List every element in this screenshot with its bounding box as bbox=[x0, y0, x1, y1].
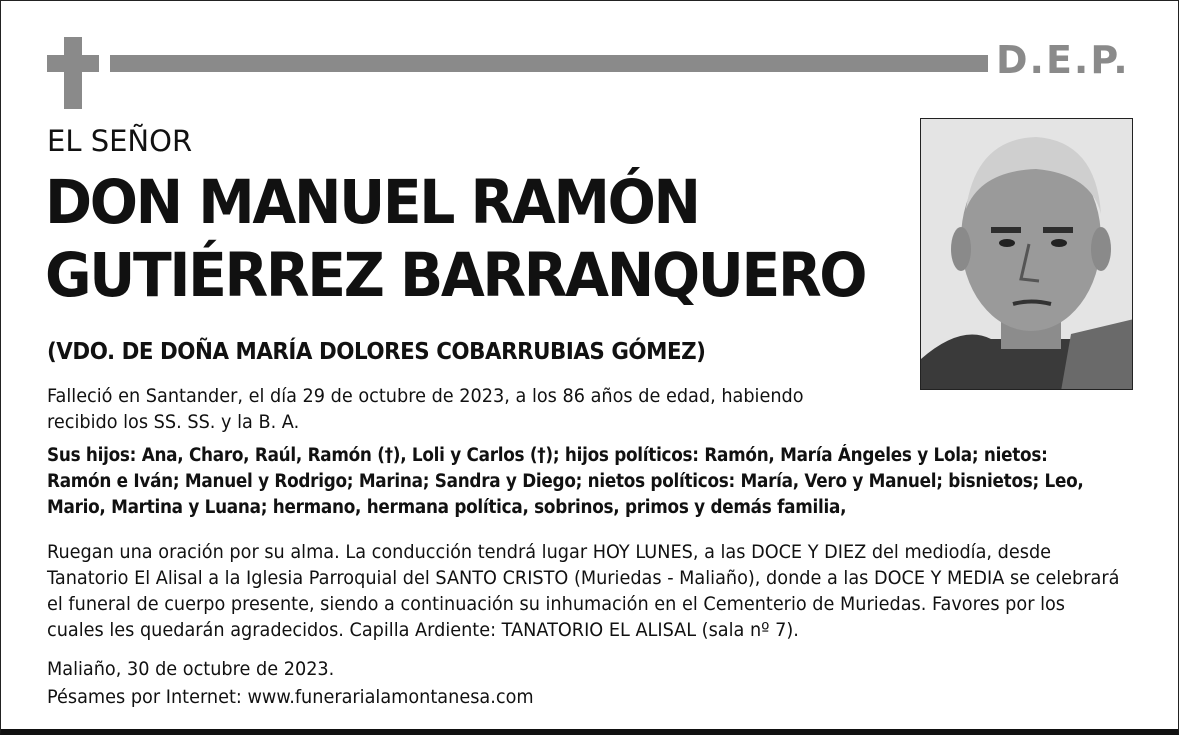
honorific: EL SEÑOR bbox=[47, 124, 193, 158]
place-date: Maliaño, 30 de octubre de 2023. bbox=[47, 658, 335, 680]
portrait-photo bbox=[920, 118, 1133, 390]
ceremony-details: Ruegan una oración por su alma. La conducción tendrá lugar HOY LUNES, a las DOCE Y DIEZ del mediodía, desde Tanatorio El Alisal a la Iglesia Parroquial del SANTO CRISTO (Muriedas - Maliaño), donde a las DOCE Y MEDIA se celebrará el funeral de cuerpo presente, siendo a continuación su inhumación en el Cementerio de Muriedas. Favores por los cuales les quedarán agradecidos. Capilla Ardiente: TANATORIO EL ALISAL (sala nº 7). bbox=[47, 541, 1120, 641]
name-line-1: DON MANUEL RAMÓN bbox=[45, 167, 699, 238]
deceased-name bbox=[45, 166, 865, 312]
dep-label: D.E.P. bbox=[996, 38, 1130, 82]
portrait-illustration bbox=[921, 119, 1133, 390]
cross-icon-vertical bbox=[64, 37, 82, 109]
family-list: Sus hijos: Ana, Charo, Raúl, Ramón (†), Loli y Carlos (†); hijos políticos: Ramón, María Ángeles y Lola; nietos: Ramón e Iván; Manuel y Rodrigo; Marina; Sandra y Diego; nietos políticos: María, Vero y Manuel; bisnietos; Leo, Mario, Martina y Luana; hermano, hermana política, sobrinos, primos y demás familia, bbox=[47, 445, 1084, 518]
death-notice: Falleció en Santander, el día 29 de octubre de 2023, a los 86 años de edad, habiendo recibido los SS. SS. y la B. A. bbox=[47, 385, 804, 433]
header-rule bbox=[110, 55, 988, 72]
condolences-link: Pésames por Internet: www.funerarialamontanesa.com bbox=[47, 686, 534, 708]
name-line-2: GUTIÉRREZ BARRANQUERO bbox=[45, 240, 866, 311]
widower-of: (VDO. DE DOÑA MARÍA DOLORES COBARRUBIAS GÓMEZ) bbox=[47, 339, 706, 365]
cross-icon-horizontal bbox=[47, 55, 99, 72]
